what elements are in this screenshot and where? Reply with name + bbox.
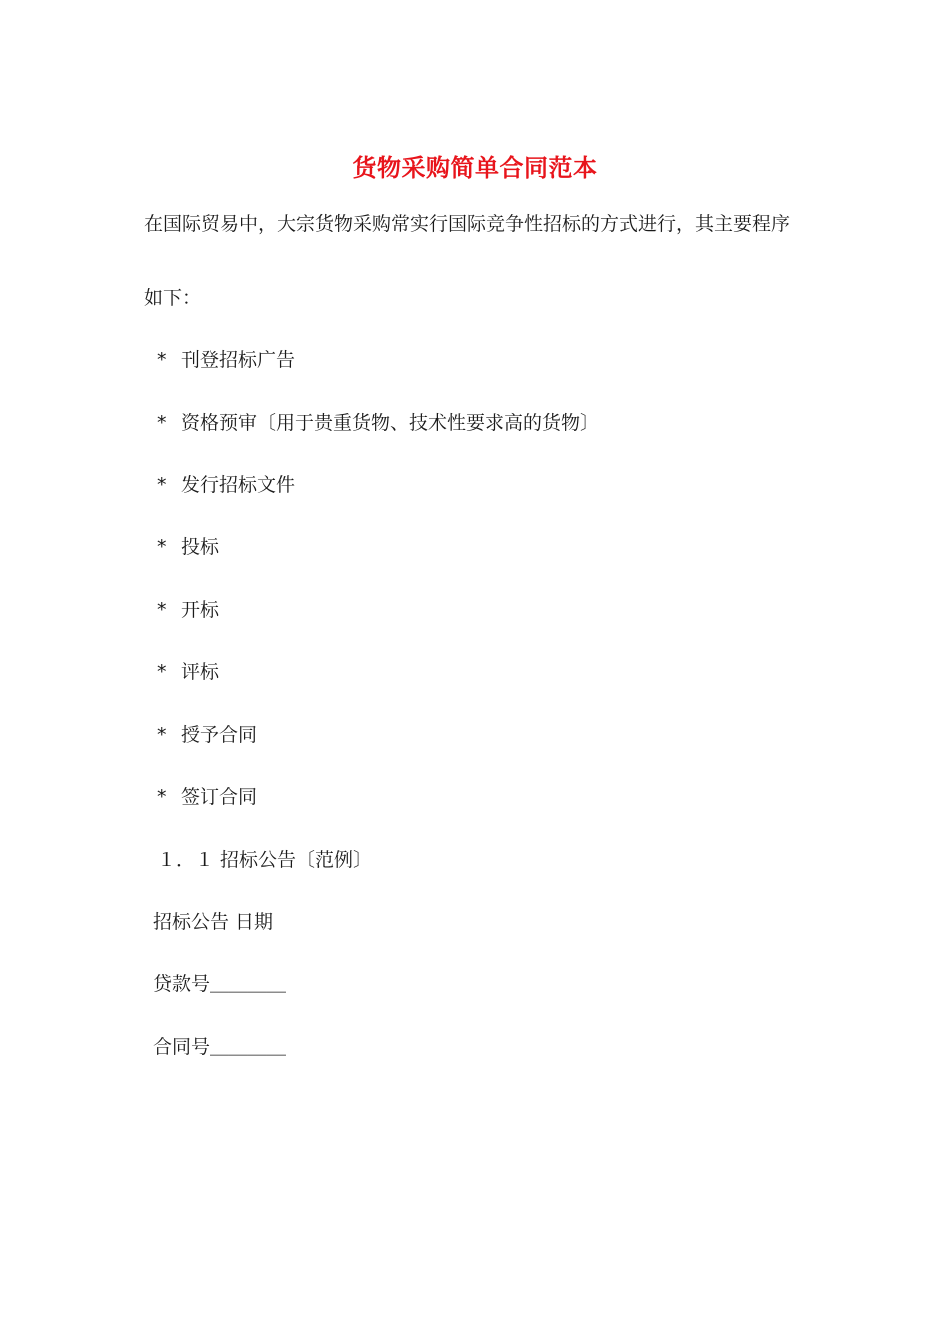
document-title: 货物采购简单合同范本 xyxy=(352,153,598,182)
list-item xyxy=(157,346,295,374)
list-item xyxy=(157,596,219,624)
bullet-marker: * xyxy=(157,724,167,746)
list-item xyxy=(157,721,257,749)
loan-number-line: 贷款号＿＿＿＿ xyxy=(153,973,287,995)
bullet-marker: * xyxy=(157,412,167,434)
list-item-text: 开标 xyxy=(181,599,220,621)
list-item xyxy=(157,409,599,437)
contract-number-line: 合同号＿＿＿＿ xyxy=(153,1036,287,1058)
list-item xyxy=(157,533,219,561)
intro-paragraph-line-2: 如下： xyxy=(144,287,202,309)
bullet-marker: * xyxy=(157,599,167,621)
bullet-marker: * xyxy=(157,786,167,808)
list-item-text: 签订合同 xyxy=(181,786,258,808)
section-heading: １．１ 招标公告〔范例〕 xyxy=(157,849,373,871)
list-item-text: 投标 xyxy=(181,536,220,558)
list-item xyxy=(157,783,257,811)
notice-date-line: 招标公告 日期 xyxy=(153,911,274,933)
list-item-text: 刊登招标广告 xyxy=(181,349,296,371)
list-item-text: 发行招标文件 xyxy=(181,474,296,496)
intro-paragraph-line-1: 在国际贸易中，大宗货物采购常实行国际竞争性招标的方式进行，其主要程序 xyxy=(144,213,791,235)
list-item-text: 资格预审〔用于贵重货物、技术性要求高的货物〕 xyxy=(181,412,600,434)
list-item-text: 评标 xyxy=(181,661,220,683)
list-item xyxy=(157,471,295,499)
bullet-marker: * xyxy=(157,474,167,496)
list-item xyxy=(157,658,219,686)
list-item-text: 授予合同 xyxy=(181,724,258,746)
bullet-marker: * xyxy=(157,536,167,558)
bullet-marker: * xyxy=(157,349,167,371)
bullet-marker: * xyxy=(157,661,167,683)
